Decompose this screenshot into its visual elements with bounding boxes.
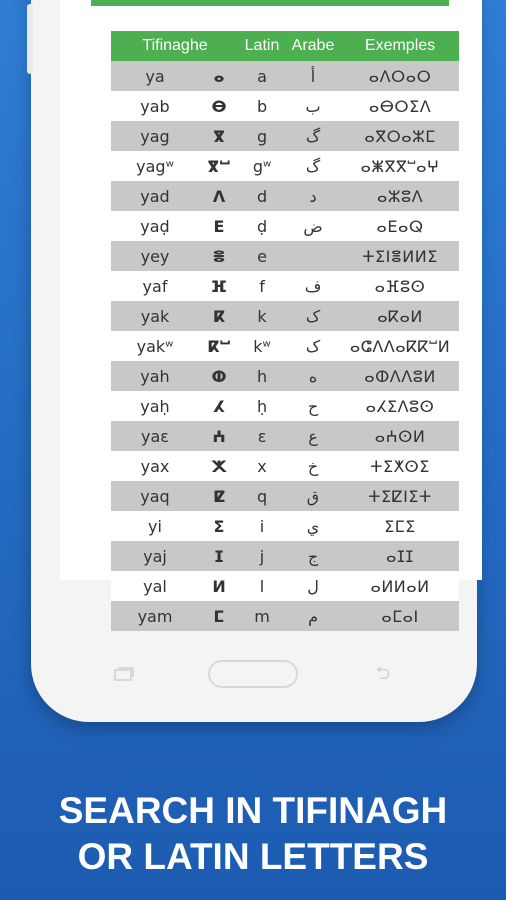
tifinagh-letter: ⵀ (199, 361, 239, 391)
latin-letter: ḥ (239, 391, 285, 421)
example-word: ⴰⵊⵊ (341, 541, 459, 571)
letter-name: yey (111, 241, 199, 271)
letter-name: yi (111, 511, 199, 541)
letter-name: yam (111, 601, 199, 631)
table-row[interactable] (111, 481, 459, 511)
latin-letter: f (239, 271, 285, 301)
latin-letter: ḍ (239, 211, 285, 241)
example-word: ⴰⵀⴷⴷⵓⵍ (341, 361, 459, 391)
letter-name: yaj (111, 541, 199, 571)
example-word: ⴰⵛⴷⴷⴰⴽⴽⵯⵍ (341, 331, 459, 361)
letter-name: yad (111, 181, 199, 211)
tifinagh-letter: ⴻ (199, 241, 239, 271)
latin-letter: kʷ (239, 331, 285, 361)
arabic-letter: ض (285, 211, 341, 241)
example-word: ⴰⴼⵓⵙ (341, 271, 459, 301)
example-word: ⴰⴽⴰⵍ (341, 301, 459, 331)
back-icon[interactable]: ⮌ (375, 663, 391, 684)
tifinagh-letter: ⵃ (199, 391, 239, 421)
latin-letter: ɛ (239, 421, 285, 451)
latin-letter: i (239, 511, 285, 541)
arabic-letter: ح (285, 391, 341, 421)
tifinagh-letter: ⵅ (199, 451, 239, 481)
letter-name: ya (111, 61, 199, 91)
example-word: ⵉⵎⵉ (341, 511, 459, 541)
latin-letter: d (239, 181, 285, 211)
tifinagh-letter: ⵄ (199, 421, 239, 451)
example-word: ⴰⴷⵔⴰⵔ (341, 61, 459, 91)
table-body (111, 61, 459, 631)
letter-name: yah (111, 361, 199, 391)
letter-name: yagʷ (111, 151, 199, 181)
tifinagh-letter: ⵇ (199, 481, 239, 511)
table-row[interactable] (111, 61, 459, 91)
table-row[interactable] (111, 331, 459, 361)
letter-name: yaf (111, 271, 199, 301)
letter-name: yaq (111, 481, 199, 511)
arabic-letter: ب (285, 91, 341, 121)
arabic-letter (285, 241, 341, 271)
arabic-letter: گ (285, 121, 341, 151)
android-nav-bar (31, 650, 477, 690)
example-word: ⴰⵣⵓⴷ (341, 181, 459, 211)
tifinagh-letter: ⵉ (199, 511, 239, 541)
arabic-letter: ل (285, 571, 341, 601)
letter-name: yaḥ (111, 391, 199, 421)
tifinagh-letter: ⴰ (199, 61, 239, 91)
arabic-letter: گ (285, 151, 341, 181)
table-row[interactable] (111, 211, 459, 241)
latin-letter: gʷ (239, 151, 285, 181)
letter-name: yag (111, 121, 199, 151)
example-word: ⵜⵉⵏⴻⵍⵍⵉ (341, 241, 459, 271)
table-row[interactable] (111, 511, 459, 541)
example-word: ⴰⴱⵔⵉⴷ (341, 91, 459, 121)
example-word: ⵜⵉⵅⵙⵉ (341, 451, 459, 481)
latin-letter: b (239, 91, 285, 121)
table-row[interactable] (111, 601, 459, 631)
header-arabe: Arabe (285, 31, 341, 61)
arabic-letter: ک (285, 301, 341, 331)
table-row[interactable] (111, 91, 459, 121)
recent-apps-icon[interactable] (114, 667, 134, 681)
letter-name: yab (111, 91, 199, 121)
latin-letter: q (239, 481, 285, 511)
arabic-letter: خ (285, 451, 341, 481)
arabic-letter: ف (285, 271, 341, 301)
caption-line-1: SEARCH IN TIFINAGH (58, 790, 448, 831)
example-word: ⴰⴹⴰⵕ (341, 211, 459, 241)
latin-letter: m (239, 601, 285, 631)
letter-name: yal (111, 571, 199, 601)
example-word: ⴰⴳⵔⴰⵣⵎ (341, 121, 459, 151)
arabic-letter: ک (285, 331, 341, 361)
app-screen (60, 0, 482, 626)
header-tifinaghe: Tifinaghe (111, 31, 239, 61)
latin-letter: k (239, 301, 285, 331)
tifinagh-letter: ⴳⵯ (199, 151, 239, 181)
table-row[interactable] (111, 571, 459, 601)
latin-letter: j (239, 541, 285, 571)
arabic-letter: ق (285, 481, 341, 511)
tifinagh-letter: ⴼ (199, 271, 239, 301)
table-row[interactable] (111, 121, 459, 151)
header-exemples: Exemples (341, 31, 459, 61)
tifinagh-letter: ⵊ (199, 541, 239, 571)
table-row[interactable] (111, 541, 459, 571)
letter-name: yaḍ (111, 211, 199, 241)
caption-line-2: OR LATIN LETTERS (77, 836, 429, 877)
arabic-letter: أ (285, 61, 341, 91)
phone-frame (31, 0, 477, 722)
latin-letter: l (239, 571, 285, 601)
tifinagh-letter: ⴷ (199, 181, 239, 211)
latin-letter: x (239, 451, 285, 481)
example-word: ⴰⵎⴰⵏ (341, 601, 459, 631)
latin-letter: h (239, 361, 285, 391)
table-row[interactable] (111, 241, 459, 271)
letter-name: yaɛ (111, 421, 199, 451)
example-word: ⴰⵃⵉⴷⵓⵙ (341, 391, 459, 421)
table-header-row (111, 31, 459, 61)
table-row[interactable] (111, 181, 459, 211)
letter-name: yak (111, 301, 199, 331)
tifinagh-letter: ⴹ (199, 211, 239, 241)
green-top-bar (91, 0, 449, 6)
latin-letter: a (239, 61, 285, 91)
table-row[interactable] (111, 451, 459, 481)
example-word: ⴰⵄⵙⵍ (341, 421, 459, 451)
header-latin: Latin (239, 31, 285, 61)
arabic-letter: ي (285, 511, 341, 541)
latin-letter: e (239, 241, 285, 271)
example-word: ⵜⵉⵇⵏⵉⵜ (341, 481, 459, 511)
arabic-letter: د (285, 181, 341, 211)
arabic-letter: ج (285, 541, 341, 571)
example-word: ⴰⵥⴳⴳⵯⴰⵖ (341, 151, 459, 181)
arabic-letter: ه (285, 361, 341, 391)
phone-side-button (27, 4, 33, 74)
table-row[interactable] (111, 271, 459, 301)
table-row[interactable] (111, 301, 459, 331)
tifinagh-letter: ⵎ (199, 601, 239, 631)
tifinagh-letter: ⴽⵯ (199, 331, 239, 361)
letter-name: yakʷ (111, 331, 199, 361)
tifinagh-letter: ⵍ (199, 571, 239, 601)
tifinagh-letter: ⴱ (199, 91, 239, 121)
alphabet-table (111, 31, 459, 631)
tifinagh-letter: ⴳ (199, 121, 239, 151)
home-button-icon[interactable] (208, 660, 298, 688)
arabic-letter: ع (285, 421, 341, 451)
latin-letter: g (239, 121, 285, 151)
table-row[interactable] (111, 421, 459, 451)
arabic-letter: م (285, 601, 341, 631)
promo-caption (0, 788, 506, 880)
table-row[interactable] (111, 151, 459, 181)
table-row[interactable] (111, 391, 459, 421)
letter-name: yax (111, 451, 199, 481)
table-row[interactable] (111, 361, 459, 391)
example-word: ⴰⵍⵍⴰⵍ (341, 571, 459, 601)
tifinagh-letter: ⴽ (199, 301, 239, 331)
